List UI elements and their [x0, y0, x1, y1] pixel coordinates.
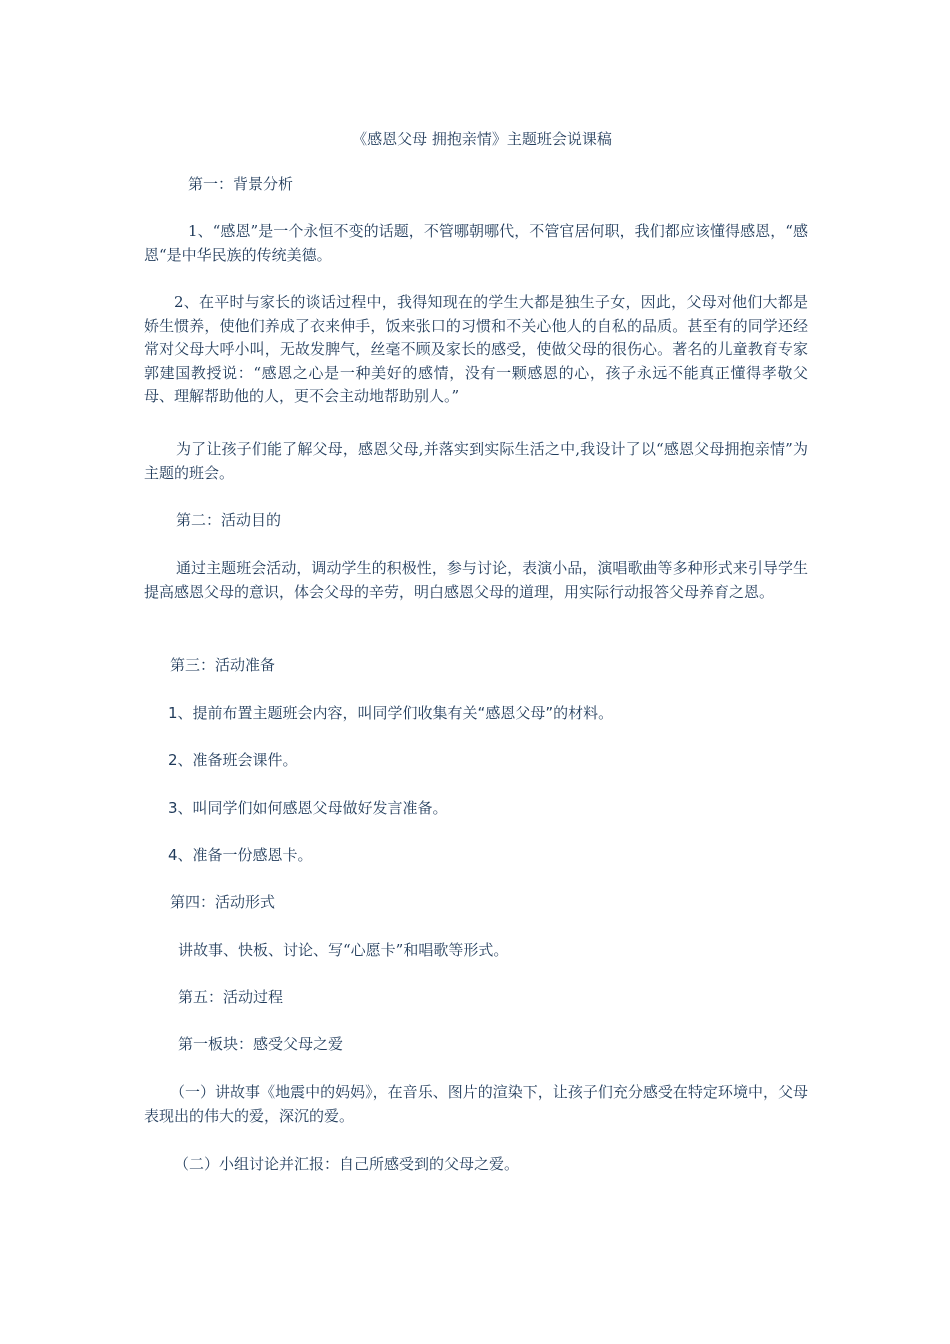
paragraph-process-2: （二）小组讨论并汇报：自己所感受到的父母之爱。 [174, 1155, 520, 1173]
section-heading-preparation: 第三：活动准备 [170, 656, 276, 674]
section-heading-goal: 第二：活动目的 [176, 511, 282, 529]
preparation-item-4: 4、准备一份感恩卡。 [168, 846, 313, 864]
paragraph-process-1: （一）讲故事《地震中的妈妈》，在音乐、图片的渲染下，让孩子们充分感受在特定环境中，父母表现出的伟大的爱，深沉的爱。 [144, 1083, 808, 1125]
paragraph-background-1: 1、“感恩”是一个永恒不变的话题，不管哪朝哪代，不管官居何职，我们都应该懂得感恩，“感恩“是中华民族的传统美德。 [144, 222, 808, 264]
subsection-heading-block-1: 第一板块：感受父母之爱 [178, 1035, 344, 1053]
section-heading-process: 第五：活动过程 [178, 988, 284, 1006]
preparation-item-2: 2、准备班会课件。 [168, 751, 298, 769]
paragraph-goal: 通过主题班会活动，调动学生的积极性，参与讨论，表演小品，演唱歌曲等多种形式来引导学生提高感恩父母的意识，体会父母的辛劳，明白感恩父母的道理，用实际行动报答父母养育之恩。 [144, 559, 808, 601]
paragraph-background-3: 为了让孩子们能了解父母，感恩父母,并落实到实际生活之中,我设计了以“感恩父母拥抱亲情”为主题的班会。 [144, 440, 808, 482]
paragraph-form: 讲故事、快板、讨论、写“心愿卡”和唱歌等形式。 [178, 941, 509, 959]
preparation-item-3: 3、叫同学们如何感恩父母做好发言准备。 [168, 799, 448, 817]
paragraph-background-2: 2、在平时与家长的谈话过程中，我得知现在的学生大都是独生子女，因此，父母对他们大都是娇生惯养，使他们养成了衣来伸手，饭来张口的习惯和不关心他人的自私的品质。甚至有的同学还经常对父母大呼小叫，无故发脾气，丝毫不顾及家长的感受，使做父母的很伤心。著名的儿童教育专家郭建国教授说：“感恩之心是一种美好的感情，没有一颗感恩的心，孩子永远不能真正懂得孝敬父母、理解帮助他的人，更不会主动地帮助别人。” [144, 293, 808, 405]
preparation-item-1: 1、提前布置主题班会内容，叫同学们收集有关“感恩父母”的材料。 [168, 704, 614, 722]
document-title: 《感恩父母 拥抱亲情》主题班会说课稿 [352, 130, 612, 148]
section-heading-background: 第一：背景分析 [188, 175, 294, 193]
section-heading-form: 第四：活动形式 [170, 893, 276, 911]
